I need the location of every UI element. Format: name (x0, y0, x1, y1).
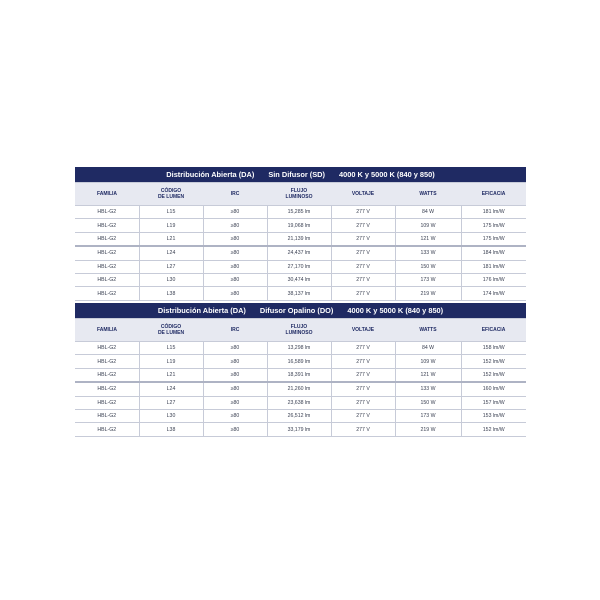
cell-eficacia: 176 lm/W (461, 273, 526, 286)
cell-familia: HBL-G2 (75, 355, 139, 368)
table-row (75, 219, 526, 232)
cell-voltaje: 277 V (331, 287, 395, 300)
cell-familia: HBL-G2 (75, 382, 139, 396)
table-body (75, 342, 526, 437)
table-row (75, 342, 526, 355)
cell-familia: HBL-G2 (75, 219, 139, 232)
col-header-eficacia: EFICACIA (461, 183, 526, 206)
column-header-row (75, 183, 526, 206)
table-row (75, 206, 526, 219)
cell-familia: HBL-G2 (75, 368, 139, 382)
cell-familia: HBL-G2 (75, 206, 139, 219)
cell-eficacia: 152 lm/W (461, 355, 526, 368)
col-header-voltaje: VOLTAJE (331, 319, 395, 342)
cell-flujo-luminoso: 26,512 lm (267, 409, 331, 422)
cell-watts: 121 W (395, 368, 461, 382)
title-diffuser: Difusor Opalino (DO) (259, 306, 334, 315)
cell-irc: ≥80 (203, 246, 267, 260)
col-header-familia: FAMILIA (75, 183, 139, 206)
cell-codigo-de-lumen: L21 (139, 368, 203, 382)
cell-watts: 109 W (395, 355, 461, 368)
cell-irc: ≥80 (203, 287, 267, 300)
cell-voltaje: 277 V (331, 246, 395, 260)
cell-watts: 133 W (395, 382, 461, 396)
col-header-flujo-luminoso: FLUJO LUMINOSO (267, 319, 331, 342)
table-row (75, 232, 526, 246)
cell-watts: 109 W (395, 219, 461, 232)
cell-voltaje: 277 V (331, 396, 395, 409)
cell-irc: ≥80 (203, 423, 267, 436)
col-header-familia: FAMILIA (75, 319, 139, 342)
cell-codigo-de-lumen: L38 (139, 287, 203, 300)
cell-voltaje: 277 V (331, 409, 395, 422)
cell-voltaje: 277 V (331, 355, 395, 368)
cell-irc: ≥80 (203, 355, 267, 368)
cell-codigo-de-lumen: L24 (139, 246, 203, 260)
cell-irc: ≥80 (203, 396, 267, 409)
cell-irc: ≥80 (203, 368, 267, 382)
cell-flujo-luminoso: 16,589 lm (267, 355, 331, 368)
cell-irc: ≥80 (203, 382, 267, 396)
cell-voltaje: 277 V (331, 219, 395, 232)
table-row (75, 355, 526, 368)
cell-eficacia: 184 lm/W (461, 246, 526, 260)
cell-watts: 150 W (395, 396, 461, 409)
cell-flujo-luminoso: 27,170 lm (267, 260, 331, 273)
col-header-eficacia: EFICACIA (461, 319, 526, 342)
column-header-row (75, 319, 526, 342)
cell-codigo-de-lumen: L19 (139, 219, 203, 232)
table-row (75, 382, 526, 396)
cell-eficacia: 174 lm/W (461, 287, 526, 300)
cell-codigo-de-lumen: L19 (139, 355, 203, 368)
cell-eficacia: 152 lm/W (461, 368, 526, 382)
cell-watts: 84 W (395, 342, 461, 355)
cell-eficacia: 181 lm/W (461, 206, 526, 219)
cell-familia: HBL-G2 (75, 423, 139, 436)
col-header-flujo-luminoso: FLUJO LUMINOSO (267, 183, 331, 206)
cell-watts: 84 W (395, 206, 461, 219)
cell-familia: HBL-G2 (75, 409, 139, 422)
cell-voltaje: 277 V (331, 232, 395, 246)
table-row (75, 273, 526, 286)
cell-watts: 150 W (395, 260, 461, 273)
col-header-voltaje: VOLTAJE (331, 183, 395, 206)
cell-eficacia: 152 lm/W (461, 423, 526, 436)
cell-eficacia: 157 lm/W (461, 396, 526, 409)
cell-irc: ≥80 (203, 232, 267, 246)
cell-flujo-luminoso: 33,179 lm (267, 423, 331, 436)
cell-flujo-luminoso: 15,285 lm (267, 206, 331, 219)
table-title-bar (75, 167, 526, 183)
cell-eficacia: 160 lm/W (461, 382, 526, 396)
cell-flujo-luminoso: 21,260 lm (267, 382, 331, 396)
cell-eficacia: 175 lm/W (461, 219, 526, 232)
col-header-irc: IRC (203, 183, 267, 206)
spec-table-difusor-opalino (75, 303, 526, 437)
cell-eficacia: 175 lm/W (461, 232, 526, 246)
cell-flujo-luminoso: 13,298 lm (267, 342, 331, 355)
cell-familia: HBL-G2 (75, 273, 139, 286)
cell-watts: 219 W (395, 423, 461, 436)
cell-irc: ≥80 (203, 273, 267, 286)
cell-codigo-de-lumen: L21 (139, 232, 203, 246)
title-color-temperature: 4000 K y 5000 K (840 y 850) (347, 306, 444, 315)
cell-irc: ≥80 (203, 260, 267, 273)
cell-irc: ≥80 (203, 206, 267, 219)
col-header-irc: IRC (203, 319, 267, 342)
cell-watts: 219 W (395, 287, 461, 300)
cell-voltaje: 277 V (331, 206, 395, 219)
col-header-watts: WATTS (395, 319, 461, 342)
cell-codigo-de-lumen: L38 (139, 423, 203, 436)
table-row (75, 368, 526, 382)
table-row (75, 287, 526, 300)
cell-flujo-luminoso: 21,139 lm (267, 232, 331, 246)
title-distribution: Distribución Abierta (DA) (157, 306, 246, 315)
cell-voltaje: 277 V (331, 382, 395, 396)
cell-eficacia: 158 lm/W (461, 342, 526, 355)
cell-codigo-de-lumen: L30 (139, 273, 203, 286)
cell-familia: HBL-G2 (75, 260, 139, 273)
cell-familia: HBL-G2 (75, 342, 139, 355)
table-row (75, 246, 526, 260)
cell-watts: 173 W (395, 409, 461, 422)
cell-flujo-luminoso: 24,437 lm (267, 246, 331, 260)
cell-flujo-luminoso: 18,391 lm (267, 368, 331, 382)
cell-flujo-luminoso: 30,474 lm (267, 273, 331, 286)
cell-familia: HBL-G2 (75, 246, 139, 260)
spec-table-sin-difusor (75, 167, 526, 301)
cell-codigo-de-lumen: L27 (139, 396, 203, 409)
col-header-watts: WATTS (395, 183, 461, 206)
cell-codigo-de-lumen: L30 (139, 409, 203, 422)
cell-flujo-luminoso: 38,137 lm (267, 287, 331, 300)
cell-voltaje: 277 V (331, 260, 395, 273)
cell-codigo-de-lumen: L24 (139, 382, 203, 396)
cell-eficacia: 153 lm/W (461, 409, 526, 422)
cell-codigo-de-lumen: L15 (139, 342, 203, 355)
cell-voltaje: 277 V (331, 342, 395, 355)
cell-codigo-de-lumen: L15 (139, 206, 203, 219)
table-row (75, 409, 526, 422)
table-row (75, 396, 526, 409)
table-row (75, 423, 526, 436)
cell-familia: HBL-G2 (75, 232, 139, 246)
title-distribution: Distribución Abierta (DA) (166, 170, 255, 179)
cell-watts: 133 W (395, 246, 461, 260)
cell-familia: HBL-G2 (75, 287, 139, 300)
cell-voltaje: 277 V (331, 273, 395, 286)
title-diffuser: Sin Difusor (SD) (268, 170, 325, 179)
table-body (75, 206, 526, 301)
cell-flujo-luminoso: 23,638 lm (267, 396, 331, 409)
cell-irc: ≥80 (203, 409, 267, 422)
cell-irc: ≥80 (203, 219, 267, 232)
col-header-codigo-de-lumen: CÓDIGO DE LUMEN (139, 183, 203, 206)
cell-eficacia: 181 lm/W (461, 260, 526, 273)
table-row (75, 260, 526, 273)
cell-flujo-luminoso: 19,068 lm (267, 219, 331, 232)
table-title-bar (75, 303, 526, 319)
cell-watts: 173 W (395, 273, 461, 286)
cell-familia: HBL-G2 (75, 396, 139, 409)
cell-codigo-de-lumen: L27 (139, 260, 203, 273)
cell-voltaje: 277 V (331, 423, 395, 436)
cell-irc: ≥80 (203, 342, 267, 355)
title-color-temperature: 4000 K y 5000 K (840 y 850) (338, 170, 435, 179)
col-header-codigo-de-lumen: CÓDIGO DE LUMEN (139, 319, 203, 342)
cell-watts: 121 W (395, 232, 461, 246)
cell-voltaje: 277 V (331, 368, 395, 382)
